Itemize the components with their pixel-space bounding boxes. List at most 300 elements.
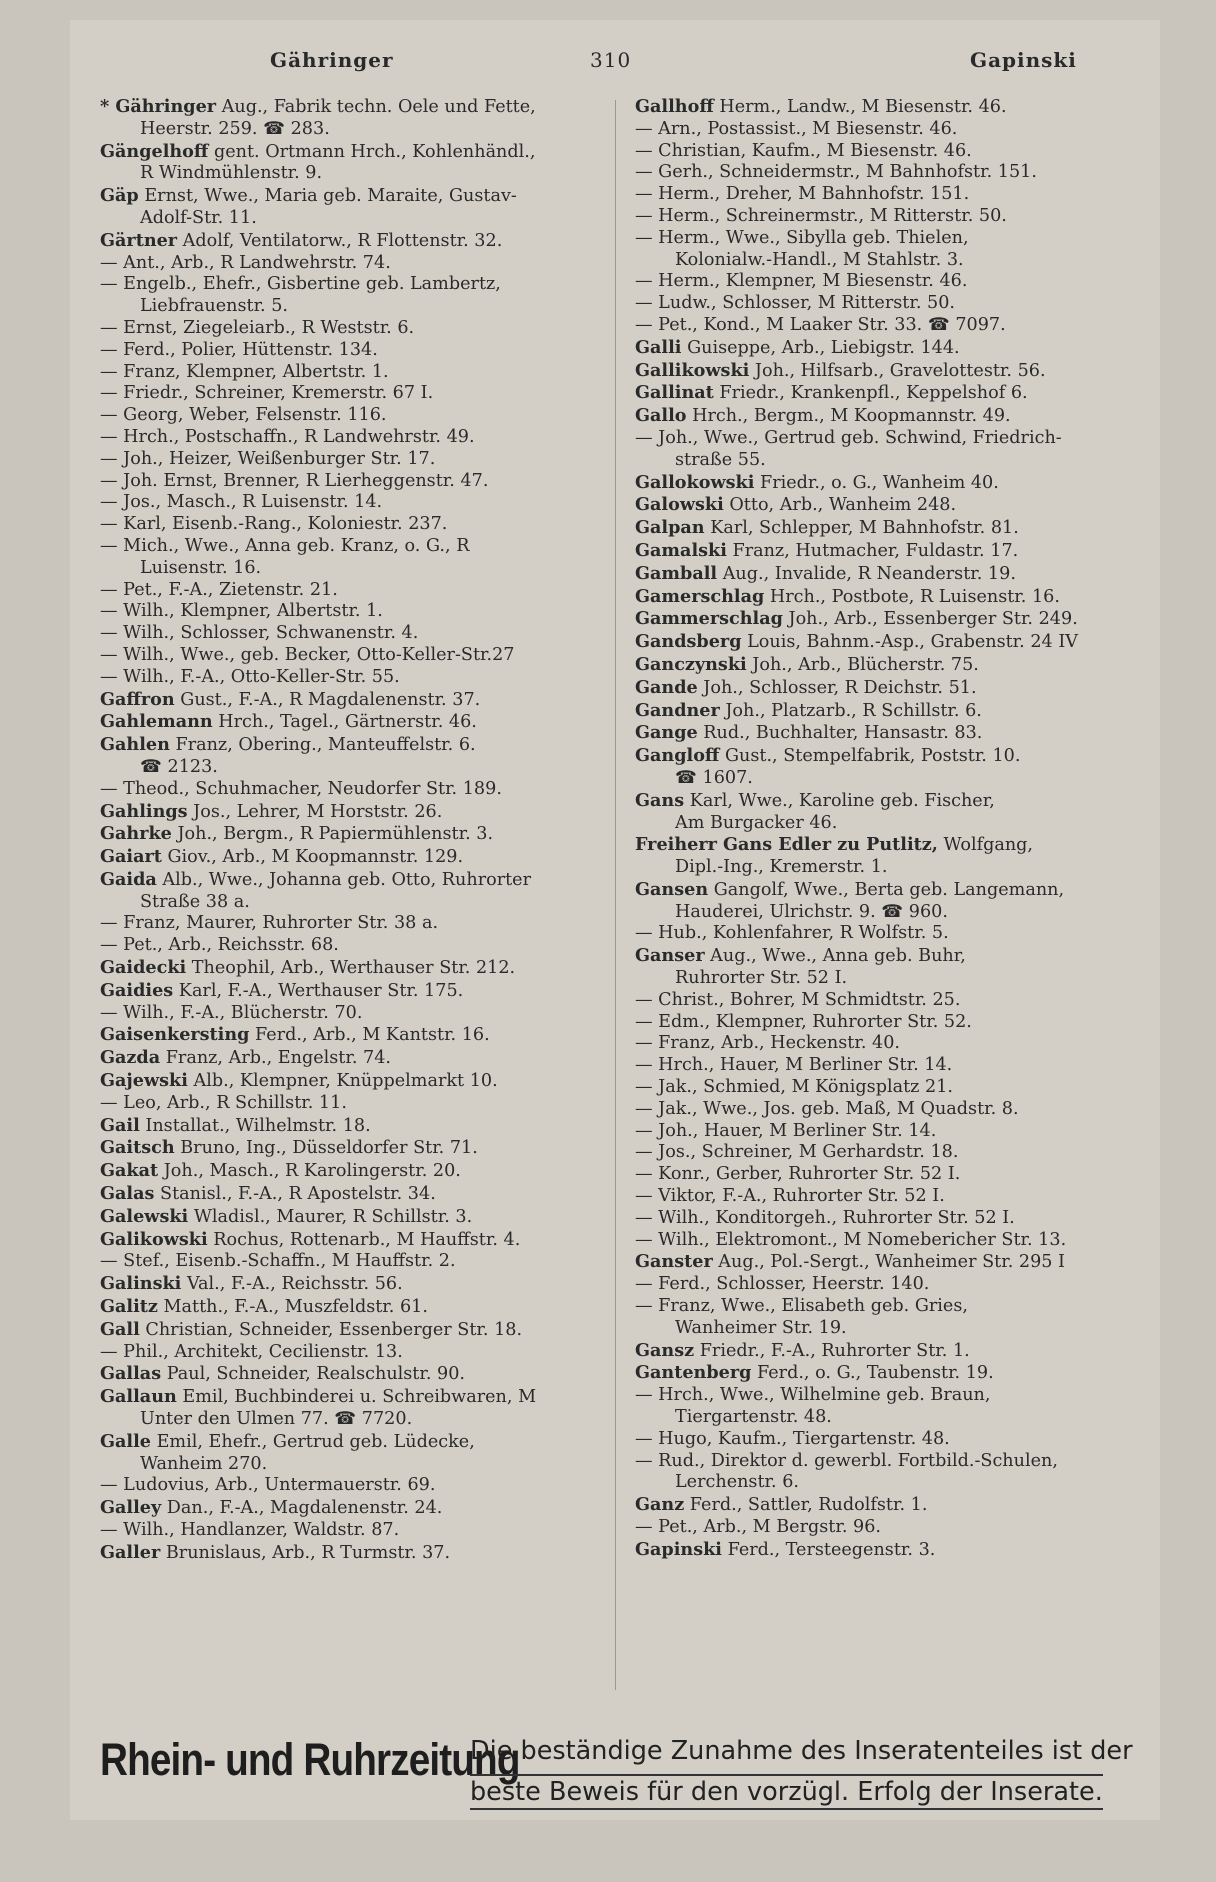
list-item xyxy=(635,293,1140,315)
list-item xyxy=(100,823,605,846)
advertisement xyxy=(100,1730,1133,1810)
entry-text: Christian, Schneider, Essenberger Str. 18. xyxy=(139,1319,523,1340)
entry-continuation: Unter den Ulmen 77. ☎ 7720. xyxy=(140,1409,413,1430)
entry-name: Galas xyxy=(100,1183,155,1205)
list-item xyxy=(635,1012,1140,1034)
list-item xyxy=(100,1206,605,1229)
entry-continuation: Am Burgacker 46. xyxy=(675,812,838,833)
list-item xyxy=(635,1142,1140,1164)
list-item xyxy=(635,1186,1140,1208)
list-item xyxy=(635,228,1140,250)
list-item xyxy=(635,1077,1140,1099)
header-right-name: Gapinski xyxy=(970,48,1077,72)
list-item xyxy=(100,1431,605,1454)
list-item xyxy=(100,1251,605,1273)
list-item xyxy=(100,846,605,869)
entry-continuation: Tiergartenstr. 48. xyxy=(675,1407,832,1428)
list-item xyxy=(635,271,1140,293)
list-item xyxy=(635,540,1140,563)
entry-text: — Georg, Weber, Felsenstr. 116. xyxy=(100,405,387,426)
entry-name: Gajewski xyxy=(100,1070,188,1092)
list-item xyxy=(635,879,1140,902)
entry-text: — Franz, Klempner, Albertstr. 1. xyxy=(100,361,389,382)
list-item xyxy=(100,1296,605,1319)
list-item xyxy=(100,1093,605,1115)
entry-text: — Hrch., Wwe., Wilhelmine geb. Braun, xyxy=(635,1385,991,1406)
entry-text: Joh., Arb., Essenberger Str. 249. xyxy=(782,609,1078,630)
entry-text: — Joh., Heizer, Weißenburger Str. 17. xyxy=(100,448,436,469)
entry-text: — Jos., Masch., R Luisenstr. 14. xyxy=(100,492,383,513)
list-item xyxy=(100,667,605,689)
entry-name: Gärtner xyxy=(100,229,178,251)
page-header xyxy=(70,48,1160,78)
entry-name: Gantenberg xyxy=(635,1362,752,1384)
entry-text: Hrch., Postbote, R Luisenstr. 16. xyxy=(764,586,1060,607)
entry-continuation: Wanheimer Str. 19. xyxy=(675,1317,847,1338)
list-item xyxy=(635,608,1140,631)
entry-name: Gaida xyxy=(100,868,157,890)
list-item xyxy=(100,779,605,801)
entry-text: Joh., Hilfsarb., Gravelottestr. 56. xyxy=(749,360,1046,381)
list-item xyxy=(100,471,605,493)
list-item xyxy=(635,1033,1140,1055)
entry-text: — Franz, Arb., Heckenstr. 40. xyxy=(635,1033,900,1054)
entry-name: * Gähringer xyxy=(100,96,217,117)
entry-text: Ferd., Arb., M Kantstr. 16. xyxy=(249,1025,490,1046)
entry-continuation: Straße 38 a. xyxy=(140,891,250,912)
list-item xyxy=(635,923,1140,945)
entry-text: Friedr., Krankenpfl., Keppelshof 6. xyxy=(713,383,1028,404)
entry-name: Gaiart xyxy=(100,846,162,868)
entry-name: Galley xyxy=(100,1497,162,1519)
entry-name: Freiherr Gans Edler zu Putlitz, xyxy=(635,834,938,856)
entry-name: Galle xyxy=(100,1430,151,1452)
entry-name: Gande xyxy=(635,676,698,698)
entry-text: Gangolf, Wwe., Berta geb. Langemann, xyxy=(708,879,1065,900)
list-item xyxy=(100,645,605,667)
entry-text: Aug., Pol.-Sergt., Wanheimer Str. 295 I xyxy=(712,1252,1066,1273)
list-item xyxy=(635,586,1140,609)
list-item xyxy=(100,1497,605,1520)
list-item xyxy=(635,494,1140,517)
entry-text: Friedr., F.-A., Ruhrorter Str. 1. xyxy=(694,1340,970,1361)
list-item xyxy=(635,1296,1140,1318)
list-item xyxy=(100,362,605,384)
entry-text: Rochus, Rottenarb., M Hauffstr. 4. xyxy=(207,1229,521,1250)
entry-text: Matth., F.-A., Muszfeldstr. 61. xyxy=(157,1297,428,1318)
entry-text: — Wilh., Wwe., geb. Becker, Otto-Keller-Str.27 xyxy=(100,644,515,665)
entry-text: gent. Ortmann Hrch., Kohlenhändl., xyxy=(208,141,536,162)
entry-text: — Ferd., Polier, Hüttenstr. 134. xyxy=(100,339,378,360)
entry-continuation: Kolonialw.-Handl., M Stahlstr. 3. xyxy=(675,249,964,270)
list-item xyxy=(100,1137,605,1160)
entry-text: — Christian, Kaufm., M Biesenstr. 46. xyxy=(635,140,972,161)
entry-continuation: R Windmühlenstr. 9. xyxy=(140,163,323,184)
entry-text: Louis, Bahnm.-Asp., Grabenstr. 24 IV xyxy=(741,632,1078,653)
entry-text: Karl, Wwe., Karoline geb. Fischer, xyxy=(684,790,995,811)
entry-text: — Wilh., F.-A., Otto-Keller-Str. 55. xyxy=(100,666,400,687)
entry-name: Gangloff xyxy=(635,745,720,767)
entry-text: Guiseppe, Arb., Liebigstr. 144. xyxy=(681,337,960,358)
entry-text: Giov., Arb., M Koopmannstr. 129. xyxy=(161,847,464,868)
entry-text: Val., F.-A., Reichsstr. 56. xyxy=(181,1274,403,1295)
entry-text: Dan., F.-A., Magdalenenstr. 24. xyxy=(161,1498,443,1519)
entry-text: — Theod., Schuhmacher, Neudorfer Str. 189. xyxy=(100,778,502,799)
list-item xyxy=(635,1451,1140,1473)
list-item xyxy=(635,677,1140,700)
entry-continuation: ☎ 1607. xyxy=(675,767,753,788)
list-item xyxy=(100,96,605,119)
entry-name: Gaffron xyxy=(100,688,175,710)
list-item xyxy=(635,405,1140,428)
left-column xyxy=(100,96,605,1565)
entry-name: Gandsberg xyxy=(635,631,742,653)
entry-name: Galikowski xyxy=(100,1228,208,1250)
entry-text: — Jak., Wwe., Jos. geb. Maß, M Quadstr. 8. xyxy=(635,1098,1019,1119)
entry-text: — Joh., Wwe., Gertrud geb. Schwind, Friedrich- xyxy=(635,427,1062,448)
list-item xyxy=(100,580,605,602)
entry-text: Friedr., o. G., Wanheim 40. xyxy=(754,472,999,493)
entry-name: Gandner xyxy=(635,699,720,721)
entry-text: Paul, Schneider, Realschulstr. 90. xyxy=(161,1364,466,1385)
entry-text: — Ernst, Ziegeleiarb., R Weststr. 6. xyxy=(100,317,415,338)
entry-continuation: Hauderei, Ulrichstr. 9. ☎ 960. xyxy=(675,901,948,922)
list-item xyxy=(635,790,1140,813)
entry-text: Otto, Arb., Wanheim 248. xyxy=(723,495,957,516)
list-item xyxy=(635,1494,1140,1517)
list-item xyxy=(635,1121,1140,1143)
list-item xyxy=(635,654,1140,677)
entry-text: — Wilh., Schlosser, Schwanenstr. 4. xyxy=(100,623,419,644)
entry-text: Karl, Schlepper, M Bahnhofstr. 81. xyxy=(704,518,1019,539)
entry-name: Gaitsch xyxy=(100,1137,175,1159)
list-item xyxy=(100,383,605,405)
list-item xyxy=(100,869,605,892)
entry-name: Gamball xyxy=(635,562,718,584)
list-item xyxy=(100,340,605,362)
entry-name: Galitz xyxy=(100,1296,158,1318)
entry-text: — Joh., Hauer, M Berliner Str. 14. xyxy=(635,1120,937,1141)
entry-text: Adolf, Ventilatorw., R Flottenstr. 32. xyxy=(177,230,503,251)
entry-text: Franz, Hutmacher, Fuldastr. 17. xyxy=(726,540,1019,561)
entry-name: Gall xyxy=(100,1318,140,1340)
list-item xyxy=(635,1164,1140,1186)
entry-text: — Herm., Dreher, M Bahnhofstr. 151. xyxy=(635,184,970,205)
entry-name: Gamalski xyxy=(635,539,727,561)
entry-text: — Ant., Arb., R Landwehrstr. 74. xyxy=(100,252,391,273)
entry-text: — Franz, Maurer, Ruhrorter Str. 38 a. xyxy=(100,913,439,934)
entry-text: Ferd., Sattler, Rudolfstr. 1. xyxy=(684,1495,928,1516)
entry-text: Bruno, Ing., Düsseldorfer Str. 71. xyxy=(174,1138,478,1159)
entry-text: Alb., Klempner, Knüppelmarkt 10. xyxy=(187,1071,498,1092)
entry-text: — Wilh., Klempner, Albertstr. 1. xyxy=(100,601,383,622)
entry-text: Ferd., o. G., Taubenstr. 19. xyxy=(751,1363,994,1384)
list-item xyxy=(100,689,605,712)
entry-text: Aug., Invalide, R Neanderstr. 19. xyxy=(717,563,1016,584)
entry-name: Ganster xyxy=(635,1251,713,1273)
list-item xyxy=(635,315,1140,337)
list-item xyxy=(635,1385,1140,1407)
entry-name: Gallinat xyxy=(635,382,714,404)
entry-text: — Stef., Eisenb.-Schaffn., M Hauffstr. 2. xyxy=(100,1251,456,1272)
entry-text: — Edm., Klempner, Ruhrorter Str. 52. xyxy=(635,1011,972,1032)
entry-name: Galli xyxy=(635,336,682,358)
entry-name: Gans xyxy=(635,789,685,811)
ad-line-1: Die beständige Zunahme des Inseratenteiles ist der xyxy=(470,1736,1133,1766)
list-item xyxy=(100,405,605,427)
entry-text: Aug., Wwe., Anna geb. Buhr, xyxy=(704,946,966,967)
directory-page xyxy=(70,20,1160,1820)
list-item xyxy=(100,141,605,164)
entry-name: Gäp xyxy=(100,185,139,207)
list-item xyxy=(635,1208,1140,1230)
list-item xyxy=(635,141,1140,163)
entry-name: Gazda xyxy=(100,1047,161,1069)
entry-name: Gail xyxy=(100,1114,140,1136)
list-item xyxy=(635,162,1140,184)
entry-text: — Wilh., Handlanzer, Waldstr. 87. xyxy=(100,1520,400,1540)
entry-text: — Franz, Wwe., Elisabeth geb. Gries, xyxy=(635,1296,968,1317)
entry-text: — Arn., Postassist., M Biesenstr. 46. xyxy=(635,118,958,139)
entry-text: Franz, Arb., Engelstr. 74. xyxy=(160,1048,391,1069)
list-item xyxy=(100,913,605,935)
column-divider xyxy=(615,100,616,1690)
entry-text: Emil, Ehefr., Gertrud geb. Lüdecke, xyxy=(151,1431,475,1452)
entry-text: Joh., Platzarb., R Schillstr. 6. xyxy=(719,700,982,721)
entry-name: Gaidecki xyxy=(100,957,187,979)
entry-name: Gallhoff xyxy=(635,96,714,117)
entry-name: Gängelhoff xyxy=(100,140,209,162)
entry-text: Wladisl., Maurer, R Schillstr. 3. xyxy=(188,1206,473,1227)
entry-name: Gansz xyxy=(635,1339,695,1361)
entry-text: Ernst, Wwe., Maria geb. Maraite, Gustav- xyxy=(138,186,517,207)
list-item xyxy=(100,1475,605,1497)
list-item xyxy=(635,206,1140,228)
entry-name: Gange xyxy=(635,722,698,744)
entry-continuation: ☎ 2123. xyxy=(140,756,218,777)
list-item xyxy=(635,745,1140,768)
entry-text: — Wilh., Elektromont., M Nomebericher Str. 13. xyxy=(635,1229,1067,1250)
list-item xyxy=(100,1115,605,1138)
list-item xyxy=(100,1047,605,1070)
list-item xyxy=(100,1160,605,1183)
entry-text: — Hugo, Kaufm., Tiergartenstr. 48. xyxy=(635,1428,950,1449)
entry-text: Emil, Buchbinderei u. Schreibwaren, M xyxy=(176,1387,537,1408)
entry-text: — Mich., Wwe., Anna geb. Kranz, o. G., R xyxy=(100,535,470,556)
entry-text: — Phil., Architekt, Cecilienstr. 13. xyxy=(100,1341,403,1362)
entry-text: Jos., Lehrer, M Horststr. 26. xyxy=(187,801,443,822)
entry-name: Gakat xyxy=(100,1160,159,1182)
list-item xyxy=(100,536,605,558)
entry-name: Gahlings xyxy=(100,800,188,822)
list-item xyxy=(100,623,605,645)
entry-name: Gallas xyxy=(100,1363,162,1385)
list-item xyxy=(635,700,1140,723)
entry-text: Joh., Bergm., R Papiermühlenstr. 3. xyxy=(171,824,494,845)
entry-text: — Ferd., Schlosser, Heerstr. 140. xyxy=(635,1274,930,1295)
list-item xyxy=(100,449,605,471)
entry-name: Galewski xyxy=(100,1205,189,1227)
entry-name: Galpan xyxy=(635,517,705,539)
list-item xyxy=(100,980,605,1003)
entry-text: Wolfgang, xyxy=(937,835,1034,856)
list-item xyxy=(635,1099,1140,1121)
entry-text: — Herm., Schreinermstr., M Ritterstr. 50. xyxy=(635,205,1007,226)
entry-text: — Friedr., Schreiner, Kremerstr. 67 I. xyxy=(100,383,434,404)
entry-name: Gallo xyxy=(635,405,687,427)
list-item xyxy=(635,1517,1140,1539)
entry-text: Herm., Landw., M Biesenstr. 46. xyxy=(713,97,1007,117)
entry-name: Gaidies xyxy=(100,979,174,1001)
entry-text: — Wilh., Konditorgeh., Ruhrorter Str. 52 I. xyxy=(635,1207,1015,1228)
entry-text: — Rud., Direktor d. gewerbl. Fortbild.-Schulen, xyxy=(635,1450,1058,1471)
entry-name: Gaisenkersting xyxy=(100,1024,250,1046)
entry-continuation: Lerchenstr. 6. xyxy=(675,1472,799,1493)
ad-title: Rhein- und Ruhrzeitung xyxy=(100,1734,520,1785)
entry-continuation: Heerstr. 259. ☎ 283. xyxy=(140,118,330,139)
entry-text: — Ludovius, Arb., Untermauerstr. 69. xyxy=(100,1475,436,1496)
entry-text: — Pet., Arb., Reichsstr. 68. xyxy=(100,935,339,956)
list-item xyxy=(100,1183,605,1206)
entry-text: — Pet., Arb., M Bergstr. 96. xyxy=(635,1517,882,1537)
entry-text: Theophil, Arb., Werthauser Str. 212. xyxy=(186,958,516,979)
list-item xyxy=(635,96,1140,119)
list-item xyxy=(635,834,1140,857)
entry-text: — Hub., Kohlenfahrer, R Wolfstr. 5. xyxy=(635,923,949,944)
entry-text: — Jos., Schreiner, M Gerhardstr. 18. xyxy=(635,1142,959,1163)
entry-name: Gahlemann xyxy=(100,711,213,733)
entry-text: Karl, F.-A., Werthauser Str. 175. xyxy=(173,980,464,1001)
entry-continuation: straße 55. xyxy=(675,449,766,470)
entry-name: Gammerschlag xyxy=(635,608,783,630)
entry-name: Ganser xyxy=(635,945,705,967)
list-item xyxy=(100,1542,605,1565)
list-item xyxy=(635,472,1140,495)
right-column xyxy=(635,96,1140,1562)
list-item xyxy=(635,945,1140,968)
entry-name: Gamerschlag xyxy=(635,585,765,607)
entry-continuation: Luisenstr. 16. xyxy=(140,557,262,578)
entry-text: Stanisl., F.-A., R Apostelstr. 34. xyxy=(154,1184,436,1205)
entry-name: Gallikowski xyxy=(635,359,750,381)
entry-text: Installat., Wilhelmstr. 18. xyxy=(139,1115,371,1136)
entry-name: Ganz xyxy=(635,1494,685,1516)
entry-name: Gahlen xyxy=(100,734,170,756)
list-item xyxy=(635,1362,1140,1385)
list-item xyxy=(635,382,1140,405)
list-item xyxy=(100,734,605,757)
entry-name: Gallokowski xyxy=(635,471,755,493)
entry-text: Aug., Fabrik techn. Oele und Fette, xyxy=(216,97,536,117)
list-item xyxy=(635,517,1140,540)
list-item xyxy=(635,1539,1140,1562)
list-item xyxy=(100,1003,605,1025)
entry-text: Joh., Masch., R Karolingerstr. 20. xyxy=(158,1161,461,1182)
entry-text: Gust., Stempelfabrik, Poststr. 10. xyxy=(719,746,1021,767)
list-item xyxy=(635,1340,1140,1363)
list-item xyxy=(635,119,1140,141)
list-item xyxy=(100,1273,605,1296)
entry-continuation: Dipl.-Ing., Kremerstr. 1. xyxy=(675,857,888,878)
list-item xyxy=(100,1520,605,1542)
entry-text: Joh., Arb., Blücherstr. 75. xyxy=(746,654,979,675)
list-item xyxy=(100,514,605,536)
entry-text: — Wilh., F.-A., Blücherstr. 70. xyxy=(100,1002,363,1023)
list-item xyxy=(100,711,605,734)
header-left-name: Gähringer xyxy=(270,48,394,72)
list-item xyxy=(635,1274,1140,1296)
list-item xyxy=(635,184,1140,206)
list-item xyxy=(100,1363,605,1386)
entry-name: Galowski xyxy=(635,494,724,516)
list-item xyxy=(635,722,1140,745)
entry-text: Rud., Buchhalter, Hansastr. 83. xyxy=(697,723,983,744)
entry-name: Gapinski xyxy=(635,1538,722,1560)
entry-text: — Leo, Arb., R Schillstr. 11. xyxy=(100,1092,347,1113)
list-item xyxy=(635,360,1140,383)
entry-name: Galinski xyxy=(100,1273,182,1295)
list-item xyxy=(100,1070,605,1093)
list-item xyxy=(100,1319,605,1342)
entry-text: Hrch., Tagel., Gärtnerstr. 46. xyxy=(212,712,477,733)
list-item xyxy=(100,1229,605,1252)
entry-continuation: Ruhrorter Str. 52 I. xyxy=(675,968,848,989)
entry-text: — Gerh., Schneidermstr., M Bahnhofstr. 151. xyxy=(635,162,1037,183)
list-item xyxy=(635,563,1140,586)
entry-text: — Konr., Gerber, Ruhrorter Str. 52 I. xyxy=(635,1164,961,1185)
ad-line-2: beste Beweis für den vorzügl. Erfolg der Inserate. xyxy=(470,1774,1103,1810)
list-item xyxy=(635,428,1140,450)
entry-text: — Joh. Ernst, Brenner, R Lierheggenstr. 47. xyxy=(100,470,489,491)
list-item xyxy=(100,253,605,275)
list-item xyxy=(100,318,605,340)
entry-text: Franz, Obering., Manteuffelstr. 6. xyxy=(169,735,476,756)
entry-name: Gansen xyxy=(635,878,709,900)
entry-continuation: Liebfrauenstr. 5. xyxy=(140,296,289,317)
entry-text: — Herm., Klempner, M Biesenstr. 46. xyxy=(635,271,968,292)
entry-text: — Viktor, F.-A., Ruhrorter Str. 52 I. xyxy=(635,1186,945,1207)
list-item xyxy=(100,957,605,980)
list-item xyxy=(100,935,605,957)
list-item xyxy=(100,1342,605,1364)
entry-text: Joh., Schlosser, R Deichstr. 51. xyxy=(697,677,977,698)
entry-text: — Pet., F.-A., Zietenstr. 21. xyxy=(100,579,338,600)
entry-text: — Engelb., Ehefr., Gisbertine geb. Lambertz, xyxy=(100,274,501,295)
entry-continuation: Wanheim 270. xyxy=(140,1453,268,1474)
entry-text: — Herm., Wwe., Sibylla geb. Thielen, xyxy=(635,227,969,248)
list-item xyxy=(100,601,605,623)
list-item xyxy=(100,1024,605,1047)
list-item xyxy=(635,337,1140,360)
entry-continuation: Adolf-Str. 11. xyxy=(140,207,257,228)
list-item xyxy=(635,1251,1140,1274)
entry-name: Ganczynski xyxy=(635,653,747,675)
list-item xyxy=(100,801,605,824)
entry-text: — Hrch., Postschaffn., R Landwehrstr. 49. xyxy=(100,426,475,447)
entry-text: — Hrch., Hauer, M Berliner Str. 14. xyxy=(635,1055,953,1076)
page-number: 310 xyxy=(590,48,632,72)
list-item xyxy=(635,1055,1140,1077)
list-item xyxy=(100,185,605,208)
list-item xyxy=(635,990,1140,1012)
list-item xyxy=(100,492,605,514)
entry-name: Galler xyxy=(100,1541,161,1563)
list-item xyxy=(100,230,605,253)
entry-text: Hrch., Bergm., M Koopmannstr. 49. xyxy=(686,406,1011,427)
entry-text: Brunislaus, Arb., R Turmstr. 37. xyxy=(160,1542,451,1563)
list-item xyxy=(100,427,605,449)
entry-name: Gahrke xyxy=(100,823,172,845)
